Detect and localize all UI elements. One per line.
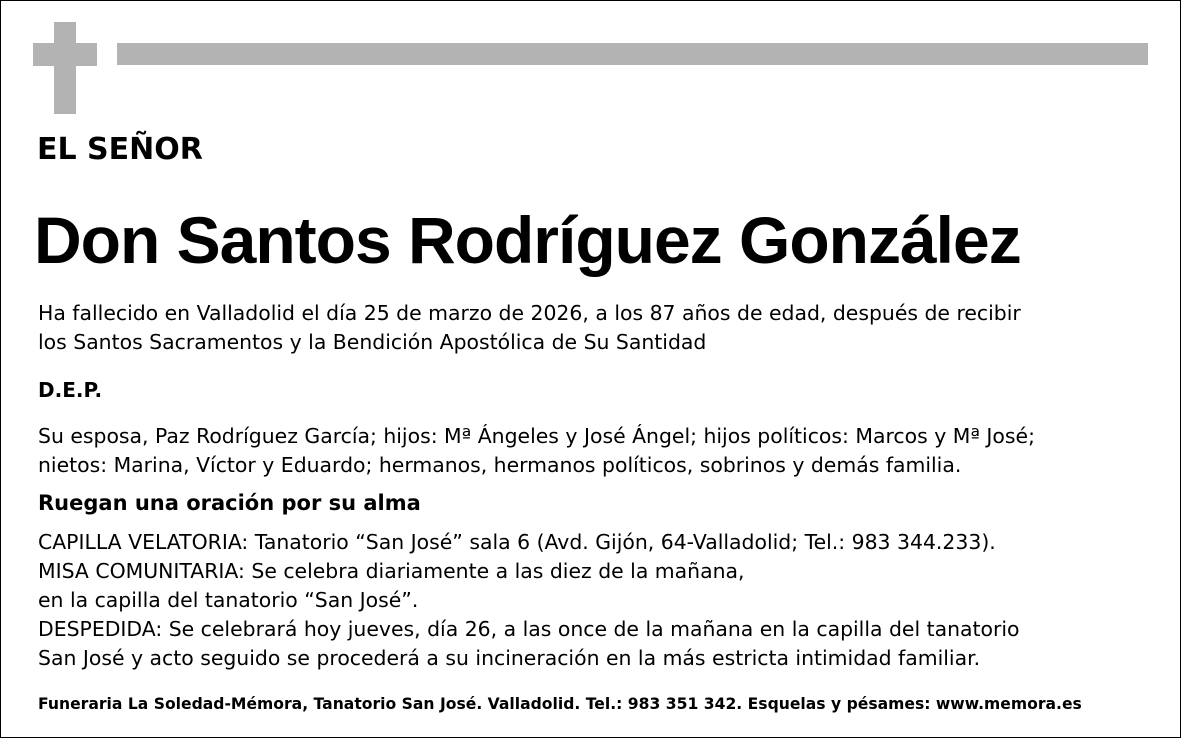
service-line: MISA COMUNITARIA: Se celebra diariamente a las diez de la mañana,	[38, 559, 745, 583]
family-line: nietos: Marina, Víctor y Eduardo; hermanos, hermanos políticos, sobrinos y demás familia.	[38, 453, 962, 477]
service-line: CAPILLA VELATORIA: Tanatorio “San José” sala 6 (Avd. Gijón, 64-Valladolid; Tel.: 983 344.233).	[38, 530, 996, 554]
funeral-home-footer: Funeraria La Soledad-Mémora, Tanatorio San José. Valladolid. Tel.: 983 351 342. Esquelas y pésames: www.memora.es	[38, 695, 1082, 713]
honorific-prefix: EL SEÑOR	[37, 132, 203, 167]
announcement-line: los Santos Sacramentos y la Bendición Apostólica de Su Santidad	[38, 330, 707, 354]
announcement-line: Ha fallecido en Valladolid el día 25 de marzo de 2026, a los 87 años de edad, después de recibir	[38, 301, 1021, 325]
deceased-name: Don Santos Rodríguez González	[34, 203, 1021, 277]
rip-abbreviation: D.E.P.	[38, 378, 103, 402]
latin-cross-icon	[33, 22, 97, 114]
death-announcement	[38, 299, 1021, 357]
family-list	[38, 422, 1035, 480]
service-details	[38, 528, 1020, 673]
cross-horizontal-bar	[33, 43, 97, 66]
service-line: San José y acto seguido se procederá a su incineración en la más estricta intimidad familiar.	[38, 646, 981, 670]
header-rule	[117, 43, 1148, 65]
cross-vertical-bar	[54, 22, 76, 114]
service-line: en la capilla del tanatorio “San José”.	[38, 588, 419, 612]
family-line: Su esposa, Paz Rodríguez García; hijos: Mª Ángeles y José Ángel; hijos políticos: Marcos y Mª José;	[38, 424, 1035, 448]
prayer-request: Ruegan una oración por su alma	[38, 491, 421, 515]
service-line: DESPEDIDA: Se celebrará hoy jueves, día 26, a las once de la mañana en la capilla del tanatorio	[38, 617, 1020, 641]
